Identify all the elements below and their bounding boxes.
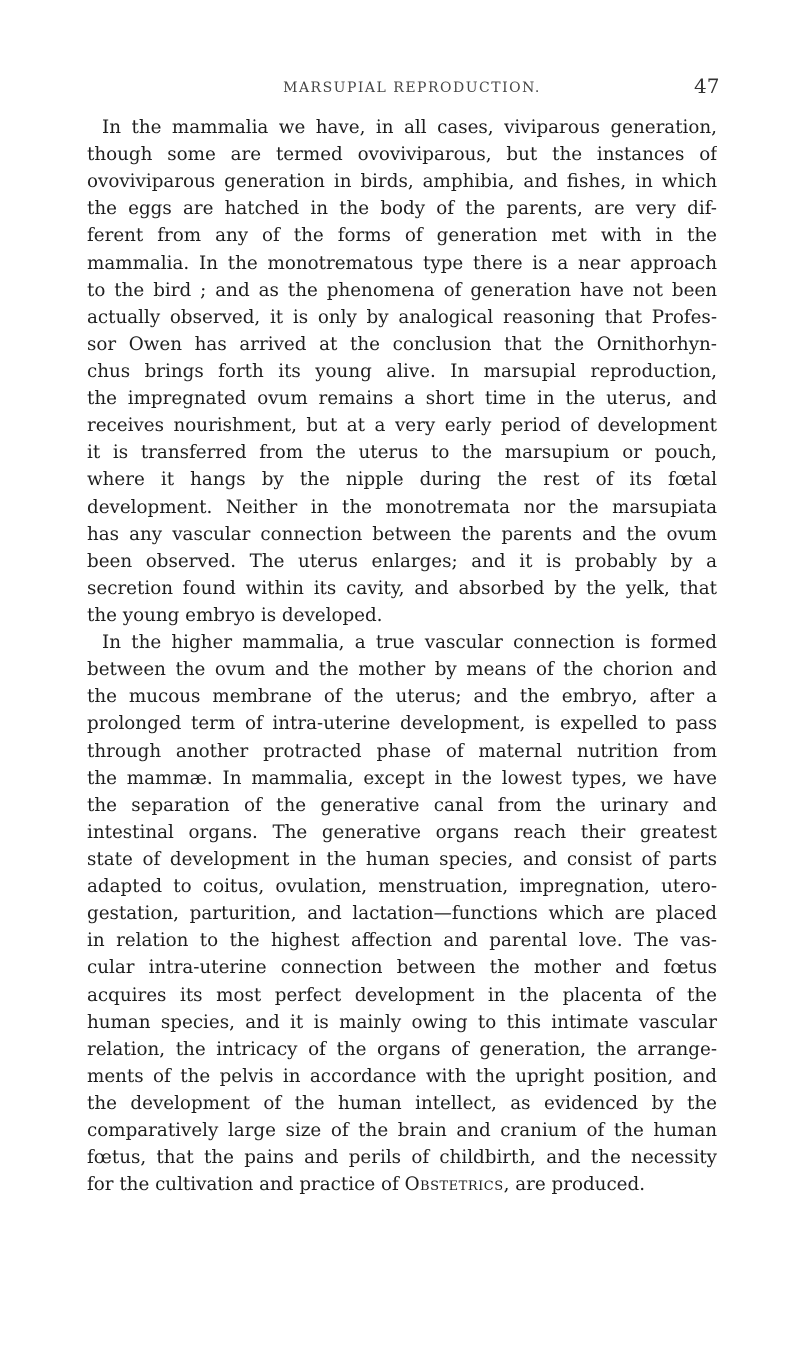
text-line: where it hangs by the nipple during the rest of its fœtal [87, 469, 717, 491]
text-line: state of development in the human species, and consist of parts [87, 848, 717, 870]
text-line: the impregnated ovum remains a short time in the uterus, and [87, 388, 717, 410]
text-line: though some are termed ovoviviparous, but the instances of [87, 144, 717, 166]
text-line: receives nourishment, but at a very early period of development [87, 415, 717, 437]
text-line: mammalia. In the monotrematous type there is a near approach [87, 252, 717, 274]
text-line: been observed. The uterus enlarges; and it is probably by a [87, 550, 717, 572]
text-line: through another protracted phase of maternal nutrition from [87, 740, 717, 762]
final-line-start: for the cultivation and practice of [87, 1174, 405, 1196]
text-line: gestation, parturition, and lactation—functions which are placed [87, 903, 717, 925]
text-line: the mucous membrane of the uterus; and the embryo, after a [87, 686, 717, 708]
obstetrics-term: Obstetrics [404, 1174, 504, 1196]
text-line: ovoviviparous generation in birds, amphibia, and fishes, in which [87, 171, 717, 193]
text-line: to the bird ; and as the phenomena of generation have not been [87, 279, 717, 301]
text-line: actually observed, it is only by analogical reasoning that Profes- [87, 306, 717, 328]
text-line: the development of the human intellect, as evidenced by the [87, 1092, 717, 1114]
text-line: fœtus, that the pains and perils of childbirth, and the necessity [87, 1147, 717, 1169]
text-line: adapted to coitus, ovulation, menstruation, impregnation, utero- [87, 876, 717, 898]
text-line: cular intra-uterine connection between the mother and fœtus [87, 957, 717, 979]
text-line: ments of the pelvis in accordance with the upright position, and [87, 1065, 717, 1087]
body-text [87, 114, 717, 1198]
text-line: it is transferred from the uterus to the marsupium or pouch, [87, 442, 717, 464]
text-line: the separation of the generative canal from the urinary and [87, 794, 717, 816]
text-line: in relation to the highest affection and parental love. The vas- [87, 930, 717, 952]
text-line: sor Owen has arrived at the conclusion that the Ornithorhyn- [87, 333, 717, 355]
text-line: relation, the intricacy of the organs of generation, the arrange- [87, 1038, 717, 1060]
text-line: secretion found within its cavity, and absorbed by the yelk, that [87, 577, 717, 599]
text-line: acquires its most perfect development in the placenta of the [87, 984, 717, 1006]
text-line: chus brings forth its young alive. In marsupial reproduction, [87, 360, 717, 382]
text-line: has any vascular connection between the parents and the ovum [87, 523, 717, 545]
running-head: MARSUPIAL REPRODUCTION. [283, 80, 541, 96]
text-line: prolonged term of intra-uterine development, is expelled to pass [87, 713, 717, 735]
text-line: between the ovum and the mother by means of the chorion and [87, 659, 717, 681]
final-text-line [87, 1171, 717, 1198]
text-line: the eggs are hatched in the body of the parents, are very dif- [87, 198, 717, 220]
text-line: development. Neither in the monotremata nor the marsupiata [87, 496, 717, 518]
text-line: comparatively large size of the brain and cranium of the human [87, 1120, 717, 1142]
text-line: the young embryo is developed. [87, 604, 383, 626]
final-line-end: , are produced. [503, 1174, 646, 1196]
text-line: In the mammalia we have, in all cases, viviparous generation, [102, 117, 717, 138]
text-line: human species, and it is mainly owing to this intimate vascular [87, 1011, 717, 1033]
text-line: the mammæ. In mammalia, except in the lowest types, we have [87, 767, 717, 789]
text-line: intestinal organs. The generative organs reach their greatest [87, 821, 717, 843]
text-line: ferent from any of the forms of generation met with in the [87, 225, 717, 247]
text-line: In the higher mammalia, a true vascular connection is formed [102, 632, 717, 654]
page-number: 47 [694, 74, 720, 98]
